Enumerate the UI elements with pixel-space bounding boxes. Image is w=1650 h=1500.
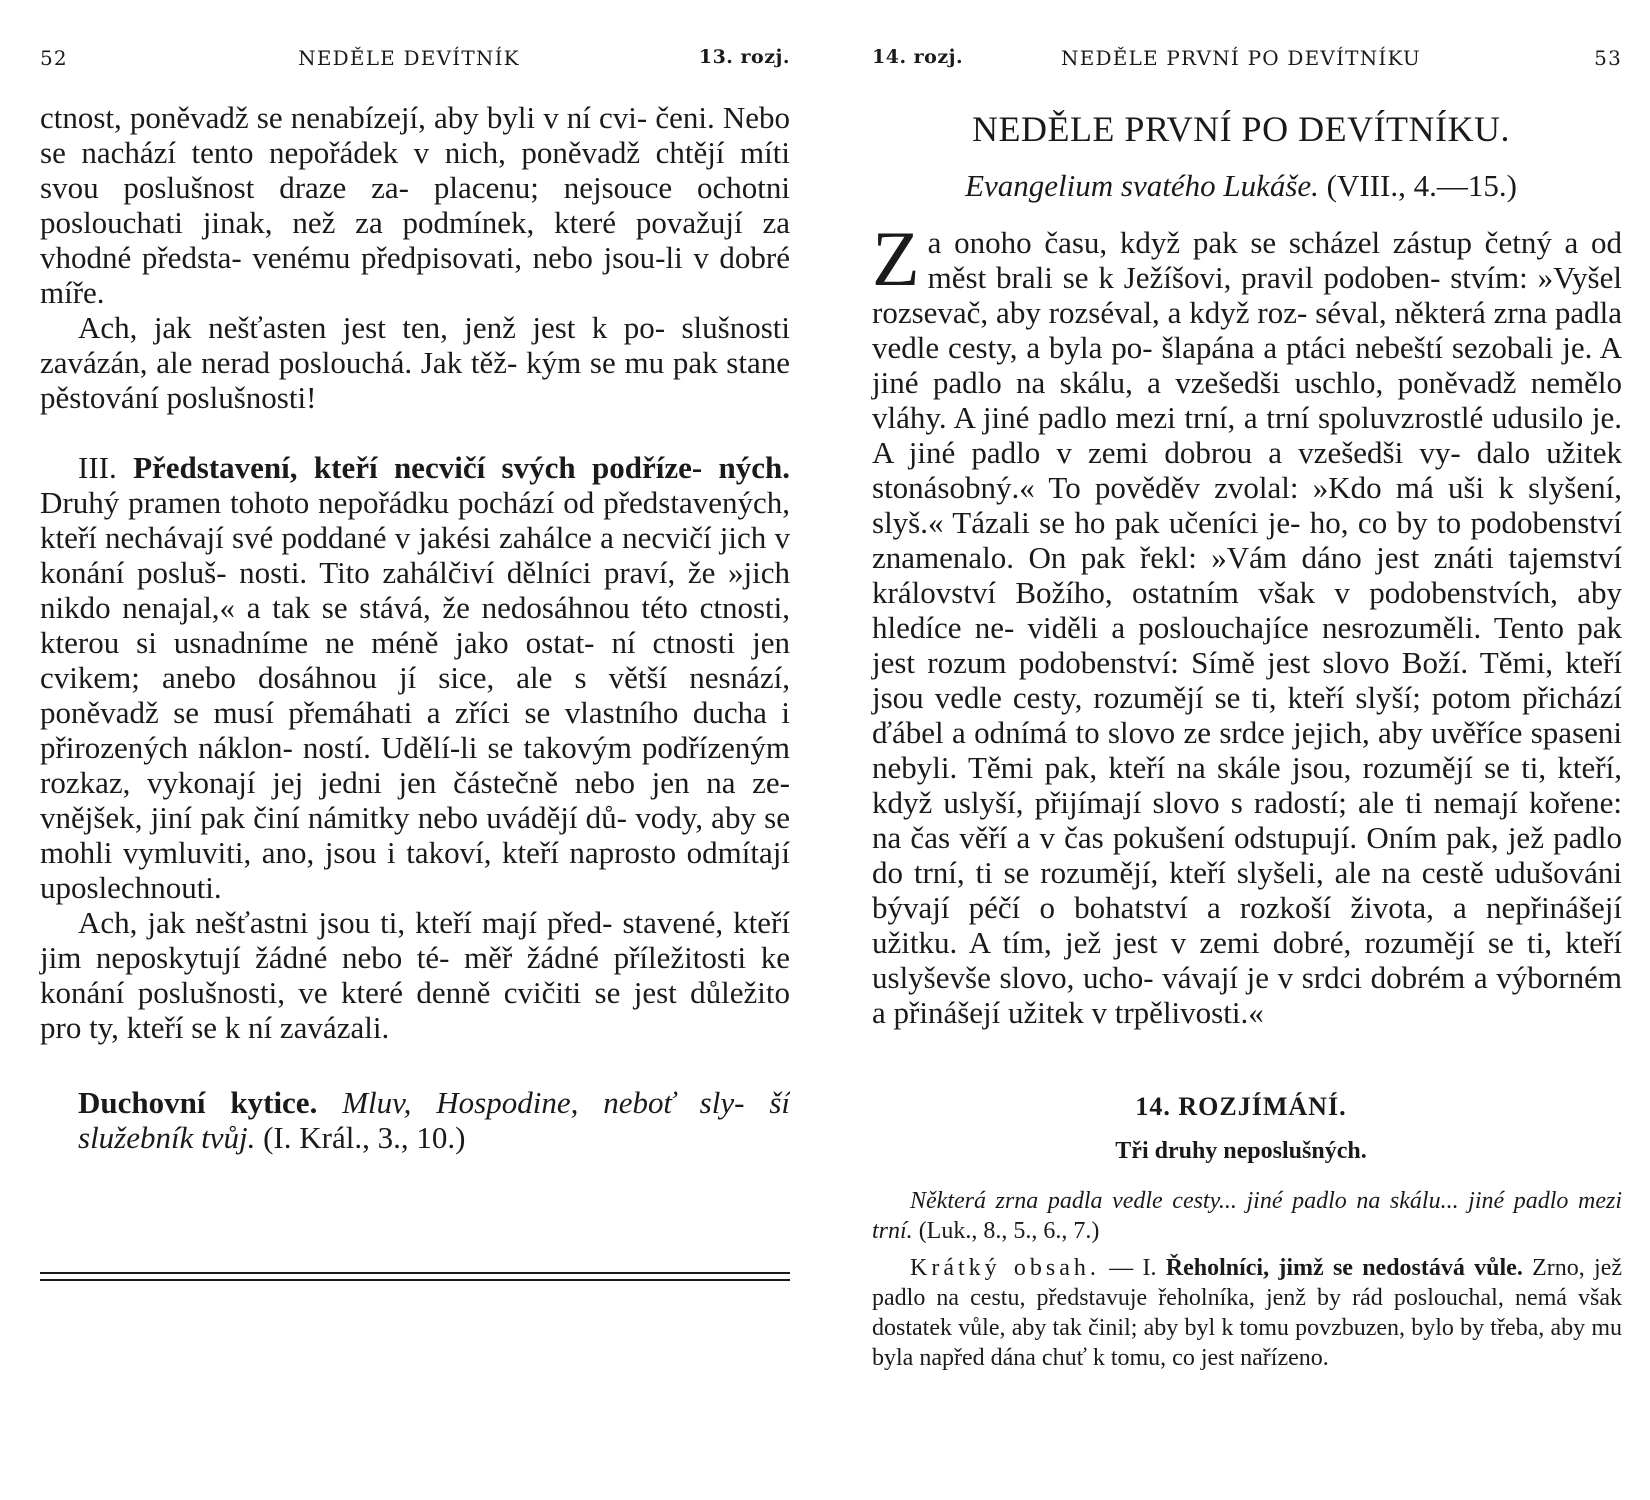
epigraph <box>872 1186 1622 1246</box>
left-body <box>40 100 790 1155</box>
meditation-number: 14. ROZJÍMÁNÍ. <box>1135 1092 1347 1121</box>
gospel-ref: (VIII., 4.—15.) <box>1326 168 1517 203</box>
footer-rule-top <box>40 1272 790 1274</box>
epigraph-ref: (Luk., 8., 5., 6., 7.) <box>918 1218 1100 1244</box>
gospel-text: a onoho času, když pak se scházel zástup četný a od měst brali se k Ježíšovi, pravil podoben- stvím: »Vyšel rozsevač, aby rozséval, a když roz- séval, některá zrna padla vedle cesty, a byla po- šlapána a ptáci nebeští sezobali je. A jiné padlo na skálu, a vzešedši uschlo, poněvadž nemělo vláhy. A jiné padlo mezi trní, a trní spoluvzrostlé udusilo je. A jiné padlo v zemi dobrou a vzešedši vy- dalo užitek stonásobný.« To pověděv zvolal: »Kdo má uši k slyšení, slyš.« Tázali se ho pak učeníci je- ho, co by to podobenství znamenalo. On pak řekl: »Vám dáno jest znáti tajemství království Božího, ostatním však v podobenstvích, aby hledíce ne- viděli a poslouchajíce nesrozuměli. Tento pak jest rozum podobenství: Símě jest slovo Boží. Těmi, kteří jsou vedle cesty, rozumějí se ti, kteří slyší; potom přichází ďábel a odnímá to slovo ze srdce jejich, aby uvěříce spaseni nebyli. Těmi pak, kteří na skále jsou, rozumějí se ti, kteří, když uslyší, přijímají slovo s radostí; ale ti nemají kořene: na čas věří a v čas pokušení odstupují. Oním pak, jež padlo do trní, ti se rozumějí, kteří slyšeli, ale na cestě udušováni bývají péčí o bohatství a rozkoší života, a nepřinášejí užitku. A tím, jež jest v zemi dobré, rozumějí se ti, kteří uslyševše slovo, ucho- vávají je v srdci dobrém a výborném a přinášejí užitek v trpělivosti.« <box>872 225 1622 1030</box>
left-running-title: NEDĚLE DEVÍTNÍK <box>298 46 520 70</box>
gospel-paragraph <box>872 215 1622 1030</box>
summary-heading: Řeholníci, jimž se nedostává vůle. <box>1165 1255 1523 1281</box>
right-page-number: 53 <box>1594 46 1622 70</box>
right-running-head <box>860 44 1622 74</box>
summary <box>872 1253 1622 1373</box>
gospel-title: Evangelium svatého Lukáše. <box>965 168 1319 203</box>
left-page <box>28 0 790 1500</box>
meditation-title: Tři druhy neposlušných. <box>1115 1138 1367 1164</box>
section-label: III. <box>78 450 117 485</box>
right-running-note: 14. rozj. <box>872 46 964 68</box>
spiritual-bouquet <box>40 1085 790 1155</box>
right-page <box>860 0 1622 1500</box>
sunday-heading: NEDĚLE PRVNÍ PO DEVÍTNÍKU. <box>971 109 1511 149</box>
bouquet-ref: (I. Král., 3., 10.) <box>263 1120 466 1155</box>
left-section-paragraph <box>40 450 790 905</box>
bouquet-label: Duchovní kytice. <box>78 1085 318 1120</box>
summary-text: Zrno, jež padlo na cestu, představuje řeholníka, jenž by rád poslouchal, nemá však dostatek vůle, aby tak činil; aby byl k tomu povzbuzen, bylo by třeba, aby mu byla napřed dána chuť k tomu, co jest nařízeno. <box>872 1255 1622 1371</box>
section-heading: Představení, kteří necvičí svých podříze- ných. <box>133 450 790 485</box>
left-paragraph-2: Ach, jak nešťasten jest ten, jenž jest k po- slušnosti zavázán, ale nerad poslouchá. Jak těž- kým se mu pak stane pěstování poslušnosti! <box>40 310 790 415</box>
gospel-body <box>872 215 1622 1030</box>
gospel-heading <box>860 168 1622 204</box>
section-text: Druhý pramen tohoto nepořádku pochází od představených, kteří nechávají své poddané v jakési zahálce a necvičí jich v konání posluš- nosti. Tito zahálčiví dělníci praví, že »jich nikdo nenajal,« a tak se stává, že nedosáhnou této ctnosti, kterou si usnadníme ne méně jako ostat- ní ctnosti jen cvikem; anebo dosáhnou jí sice, ale s větší nesnází, poněvadž se musí přemáhati a zříci se vlastního ducha i přirozených náklon- ností. Udělí-li se takovým podřízeným rozkaz, vykonají jej jedni jen částečně nebo jen na ze- vnějšek, jiní pak činí námitky nebo uvádějí dů- vody, aby se mohli vymluviti, ano, jsou i takoví, kteří naprosto odmítají uposlechnouti. <box>40 485 790 905</box>
left-running-note: 13. rozj. <box>698 46 790 68</box>
left-closing-paragraph: Ach, jak nešťastni jsou ti, kteří mají před- stavené, kteří jim neposkytují žádné nebo té- měř žádné příležitosti ke konání poslušnosti, ve které denně cvičiti se jest důležito pro ty, kteří se k ní zavázali. <box>40 905 790 1045</box>
left-running-head <box>28 44 790 74</box>
summary-dash: — I. <box>1099 1255 1166 1281</box>
epigraph-quote: Některá zrna padla vedle cesty... jiné padlo na skálu... jiné padlo mezi trní. <box>872 1188 1622 1244</box>
left-page-number: 52 <box>40 46 68 70</box>
right-running-title: NEDĚLE PRVNÍ PO DEVÍTNÍKU <box>1061 46 1421 70</box>
drop-cap: Z <box>872 215 920 302</box>
left-paragraph-1: ctnost, poněvadž se nenabízejí, aby byli v ní cvi- čeni. Nebo se nachází tento nepořádek v nich, poněvadž chtějí míti svou poslušnost draze za- placenu; nejsouce ochotni poslouchati jinak, než za podmínek, které považují za vhodné předsta- venému předpisovati, nebo jsou-li v dobré míře. <box>40 100 790 310</box>
summary-label: Krátký obsah. <box>910 1255 1100 1281</box>
bouquet-quote: Mluv, Hospodine, neboť sly- ší služebník tvůj. <box>78 1085 790 1155</box>
footer-rule-bottom <box>40 1279 790 1281</box>
